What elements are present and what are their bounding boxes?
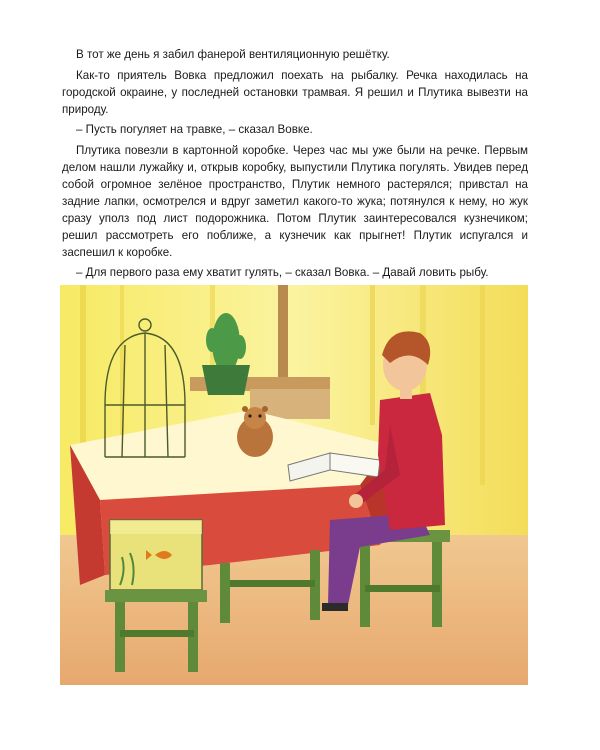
paragraph: Как-то приятель Вовка предложил поехать на рыбалку. Речка находилась на городской окраине, у последней остановки трамвая. Я решил и Плутика вывезти на природу. — [62, 68, 528, 116]
illustration-scene — [60, 285, 528, 685]
aquarium-icon — [110, 520, 202, 590]
story-text — [62, 46, 528, 322]
paragraph: В тот же день я забил фанерой вентиляционную решётку. — [76, 48, 390, 61]
paragraph: – Для первого раза ему хватит гулять, – сказал Вовка. – Давай ловить рыбу. — [76, 266, 489, 279]
paragraph: – Пусть погуляет на травке, – сказал Вовке. — [76, 123, 313, 136]
illustration — [60, 285, 528, 685]
paragraph: Плутика повезли в картонной коробке. Через час мы уже были на речке. Первым делом нашли лужайку и, открыв коробку, выпустили Плутика погулять. Увидев перед собой огромное зелёное пространство, Плутик немного растерялся; привстал на задние лапки, осмотрелся и вдруг заметил какого-то жука; потянулся к нему, но жук сразу уполз под лист подорожника. Потом Плутик заинтересовался кузнечиком; решил рассмотреть его поближе, а кузнечик как прыгнет! Плутик испугался и заспешил к коробке. — [62, 143, 528, 259]
